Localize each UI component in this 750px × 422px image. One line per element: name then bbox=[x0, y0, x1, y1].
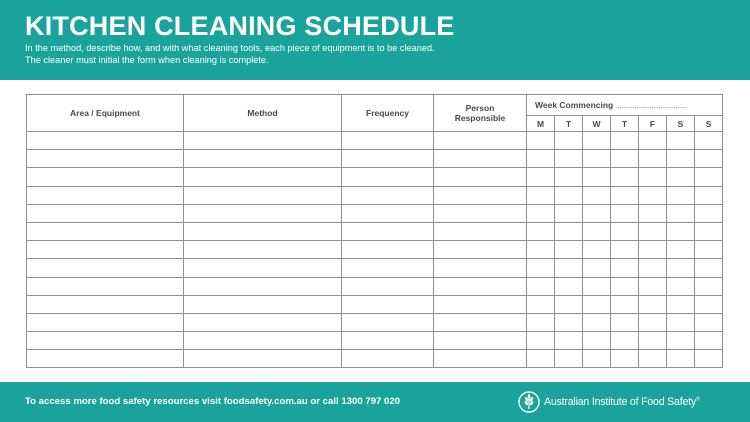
cell-sunday[interactable] bbox=[695, 222, 723, 240]
cell-friday[interactable] bbox=[639, 204, 667, 222]
cleaning-schedule-table bbox=[26, 94, 723, 368]
cell-frequency[interactable] bbox=[342, 222, 434, 240]
cell-wednesday[interactable] bbox=[583, 204, 611, 222]
cell-frequency[interactable] bbox=[342, 332, 434, 350]
cell-area[interactable] bbox=[27, 295, 184, 313]
cell-saturday[interactable] bbox=[667, 204, 695, 222]
cell-area[interactable] bbox=[27, 222, 184, 240]
table-row bbox=[27, 332, 723, 350]
cell-area[interactable] bbox=[27, 186, 184, 204]
cell-method[interactable] bbox=[184, 132, 342, 150]
day-header-thursday: T bbox=[611, 116, 639, 132]
cell-area[interactable] bbox=[27, 241, 184, 259]
table-row bbox=[27, 186, 723, 204]
cell-tuesday[interactable] bbox=[555, 132, 583, 150]
cell-wednesday[interactable] bbox=[583, 332, 611, 350]
column-header-area: Area / Equipment bbox=[27, 95, 184, 132]
column-header-person-responsible bbox=[434, 95, 527, 132]
cell-person[interactable] bbox=[434, 259, 527, 277]
cell-person[interactable] bbox=[434, 313, 527, 331]
cell-tuesday[interactable] bbox=[555, 259, 583, 277]
page-header bbox=[0, 0, 750, 80]
cell-person[interactable] bbox=[434, 186, 527, 204]
cell-thursday[interactable] bbox=[611, 259, 639, 277]
day-header-friday: F bbox=[639, 116, 667, 132]
cell-sunday[interactable] bbox=[695, 295, 723, 313]
schedule-table-container bbox=[26, 94, 723, 368]
cell-person[interactable] bbox=[434, 295, 527, 313]
cell-sunday[interactable] bbox=[695, 241, 723, 259]
table-row bbox=[27, 168, 723, 186]
cell-frequency[interactable] bbox=[342, 350, 434, 368]
cell-friday[interactable] bbox=[639, 222, 667, 240]
page-title: KITCHEN CLEANING SCHEDULE bbox=[25, 11, 455, 41]
cell-area[interactable] bbox=[27, 259, 184, 277]
footer-resources-text: To access more food safety resources visit foodsafety.com.au or call 1300 797 020 bbox=[25, 396, 401, 407]
cell-person[interactable] bbox=[434, 241, 527, 259]
table-row bbox=[27, 241, 723, 259]
cell-thursday[interactable] bbox=[611, 295, 639, 313]
cell-wednesday[interactable] bbox=[583, 150, 611, 168]
cell-area[interactable] bbox=[27, 313, 184, 331]
cell-saturday[interactable] bbox=[667, 186, 695, 204]
table-row bbox=[27, 295, 723, 313]
cell-thursday[interactable] bbox=[611, 132, 639, 150]
wheat-leaf-icon bbox=[518, 391, 540, 413]
cell-area[interactable] bbox=[27, 132, 184, 150]
cell-sunday[interactable] bbox=[695, 204, 723, 222]
cell-sunday[interactable] bbox=[695, 277, 723, 295]
column-header-frequency: Frequency bbox=[342, 95, 434, 132]
day-header-sunday: S bbox=[695, 116, 723, 132]
cell-method[interactable] bbox=[184, 332, 342, 350]
cell-monday[interactable] bbox=[527, 150, 555, 168]
table-row bbox=[27, 132, 723, 150]
cell-tuesday[interactable] bbox=[555, 277, 583, 295]
cell-saturday[interactable] bbox=[667, 150, 695, 168]
cell-tuesday[interactable] bbox=[555, 186, 583, 204]
cell-frequency[interactable] bbox=[342, 277, 434, 295]
cell-person[interactable] bbox=[434, 168, 527, 186]
cell-thursday[interactable] bbox=[611, 277, 639, 295]
cell-method[interactable] bbox=[184, 168, 342, 186]
cell-monday[interactable] bbox=[527, 295, 555, 313]
cell-monday[interactable] bbox=[527, 222, 555, 240]
cell-saturday[interactable] bbox=[667, 350, 695, 368]
cell-thursday[interactable] bbox=[611, 350, 639, 368]
cell-method[interactable] bbox=[184, 241, 342, 259]
cell-frequency[interactable] bbox=[342, 313, 434, 331]
cell-thursday[interactable] bbox=[611, 168, 639, 186]
cell-area[interactable] bbox=[27, 277, 184, 295]
instructions-line-2: The cleaner must initial the form when cleaning is complete. bbox=[25, 55, 269, 65]
footer-brand bbox=[518, 391, 699, 413]
cell-friday[interactable] bbox=[639, 332, 667, 350]
cell-monday[interactable] bbox=[527, 186, 555, 204]
cell-sunday[interactable] bbox=[695, 259, 723, 277]
cell-wednesday[interactable] bbox=[583, 313, 611, 331]
week-commencing-label: Week Commencing bbox=[535, 100, 614, 110]
cell-sunday[interactable] bbox=[695, 150, 723, 168]
table-row bbox=[27, 259, 723, 277]
cell-wednesday[interactable] bbox=[583, 277, 611, 295]
cell-monday[interactable] bbox=[527, 132, 555, 150]
cell-frequency[interactable] bbox=[342, 295, 434, 313]
cell-monday[interactable] bbox=[527, 313, 555, 331]
table-row bbox=[27, 277, 723, 295]
cell-area[interactable] bbox=[27, 204, 184, 222]
cell-person[interactable] bbox=[434, 222, 527, 240]
cell-saturday[interactable] bbox=[667, 241, 695, 259]
cell-monday[interactable] bbox=[527, 332, 555, 350]
cell-tuesday[interactable] bbox=[555, 350, 583, 368]
cell-wednesday[interactable] bbox=[583, 241, 611, 259]
cell-tuesday[interactable] bbox=[555, 150, 583, 168]
cell-person[interactable] bbox=[434, 277, 527, 295]
cell-tuesday[interactable] bbox=[555, 222, 583, 240]
cell-wednesday[interactable] bbox=[583, 295, 611, 313]
cell-sunday[interactable] bbox=[695, 186, 723, 204]
cell-sunday[interactable] bbox=[695, 332, 723, 350]
cell-person[interactable] bbox=[434, 132, 527, 150]
cell-thursday[interactable] bbox=[611, 222, 639, 240]
cell-frequency[interactable] bbox=[342, 186, 434, 204]
cell-saturday[interactable] bbox=[667, 295, 695, 313]
table-row bbox=[27, 222, 723, 240]
cell-wednesday[interactable] bbox=[583, 222, 611, 240]
cell-friday[interactable] bbox=[639, 313, 667, 331]
cell-monday[interactable] bbox=[527, 350, 555, 368]
schedule-body bbox=[27, 132, 723, 368]
cell-saturday[interactable] bbox=[667, 222, 695, 240]
table-row bbox=[27, 313, 723, 331]
cell-tuesday[interactable] bbox=[555, 295, 583, 313]
cell-monday[interactable] bbox=[527, 204, 555, 222]
cell-monday[interactable] bbox=[527, 259, 555, 277]
cell-method[interactable] bbox=[184, 204, 342, 222]
cell-saturday[interactable] bbox=[667, 332, 695, 350]
cell-sunday[interactable] bbox=[695, 132, 723, 150]
cell-thursday[interactable] bbox=[611, 313, 639, 331]
cell-wednesday[interactable] bbox=[583, 132, 611, 150]
cell-sunday[interactable] bbox=[695, 313, 723, 331]
instructions-line-1: In the method, describe how, and with what cleaning tools, each piece of equipment is to be cleaned. bbox=[25, 43, 435, 53]
cell-friday[interactable] bbox=[639, 186, 667, 204]
cell-tuesday[interactable] bbox=[555, 204, 583, 222]
cell-person[interactable] bbox=[434, 332, 527, 350]
cell-wednesday[interactable] bbox=[583, 186, 611, 204]
person-header-line-2: Responsible bbox=[454, 113, 506, 123]
brand-name: Australian Institute of Food Safety® bbox=[544, 396, 700, 408]
cell-frequency[interactable] bbox=[342, 204, 434, 222]
column-header-week-commencing bbox=[527, 95, 723, 116]
cell-thursday[interactable] bbox=[611, 150, 639, 168]
cell-area[interactable] bbox=[27, 150, 184, 168]
cell-tuesday[interactable] bbox=[555, 332, 583, 350]
cell-friday[interactable] bbox=[639, 241, 667, 259]
week-commencing-blank: ...................................... bbox=[615, 100, 687, 110]
cell-saturday[interactable] bbox=[667, 132, 695, 150]
cell-saturday[interactable] bbox=[667, 277, 695, 295]
cell-monday[interactable] bbox=[527, 277, 555, 295]
cell-method[interactable] bbox=[184, 222, 342, 240]
day-header-tuesday: T bbox=[555, 116, 583, 132]
column-header-method: Method bbox=[184, 95, 342, 132]
cell-sunday[interactable] bbox=[695, 350, 723, 368]
cell-wednesday[interactable] bbox=[583, 350, 611, 368]
page-footer bbox=[0, 382, 750, 422]
cell-frequency[interactable] bbox=[342, 168, 434, 186]
cell-wednesday[interactable] bbox=[583, 259, 611, 277]
cell-area[interactable] bbox=[27, 332, 184, 350]
cell-area[interactable] bbox=[27, 168, 184, 186]
table-row bbox=[27, 204, 723, 222]
cell-sunday[interactable] bbox=[695, 168, 723, 186]
cell-method[interactable] bbox=[184, 295, 342, 313]
cell-method[interactable] bbox=[184, 150, 342, 168]
cell-tuesday[interactable] bbox=[555, 241, 583, 259]
cell-tuesday[interactable] bbox=[555, 313, 583, 331]
cell-friday[interactable] bbox=[639, 168, 667, 186]
cell-person[interactable] bbox=[434, 150, 527, 168]
cell-saturday[interactable] bbox=[667, 313, 695, 331]
cell-saturday[interactable] bbox=[667, 259, 695, 277]
cell-thursday[interactable] bbox=[611, 241, 639, 259]
cell-friday[interactable] bbox=[639, 277, 667, 295]
registered-mark: ® bbox=[696, 396, 700, 403]
cell-tuesday[interactable] bbox=[555, 168, 583, 186]
cell-thursday[interactable] bbox=[611, 332, 639, 350]
cell-method[interactable] bbox=[184, 277, 342, 295]
table-row bbox=[27, 350, 723, 368]
cell-friday[interactable] bbox=[639, 150, 667, 168]
cell-friday[interactable] bbox=[639, 350, 667, 368]
cell-friday[interactable] bbox=[639, 132, 667, 150]
cell-wednesday[interactable] bbox=[583, 168, 611, 186]
table-row bbox=[27, 150, 723, 168]
cell-friday[interactable] bbox=[639, 295, 667, 313]
cell-method[interactable] bbox=[184, 313, 342, 331]
cell-frequency[interactable] bbox=[342, 259, 434, 277]
cell-method[interactable] bbox=[184, 186, 342, 204]
cell-frequency[interactable] bbox=[342, 150, 434, 168]
cell-monday[interactable] bbox=[527, 168, 555, 186]
day-header-wednesday: W bbox=[583, 116, 611, 132]
cell-person[interactable] bbox=[434, 350, 527, 368]
cell-method[interactable] bbox=[184, 350, 342, 368]
day-header-saturday: S bbox=[667, 116, 695, 132]
cell-area[interactable] bbox=[27, 350, 184, 368]
day-header-monday: M bbox=[527, 116, 555, 132]
person-header-line-1: Person bbox=[465, 103, 495, 113]
cell-monday[interactable] bbox=[527, 241, 555, 259]
cell-thursday[interactable] bbox=[611, 186, 639, 204]
cell-frequency[interactable] bbox=[342, 132, 434, 150]
cell-person[interactable] bbox=[434, 204, 527, 222]
cell-frequency[interactable] bbox=[342, 241, 434, 259]
cell-saturday[interactable] bbox=[667, 168, 695, 186]
cell-method[interactable] bbox=[184, 259, 342, 277]
cell-friday[interactable] bbox=[639, 259, 667, 277]
cell-thursday[interactable] bbox=[611, 204, 639, 222]
